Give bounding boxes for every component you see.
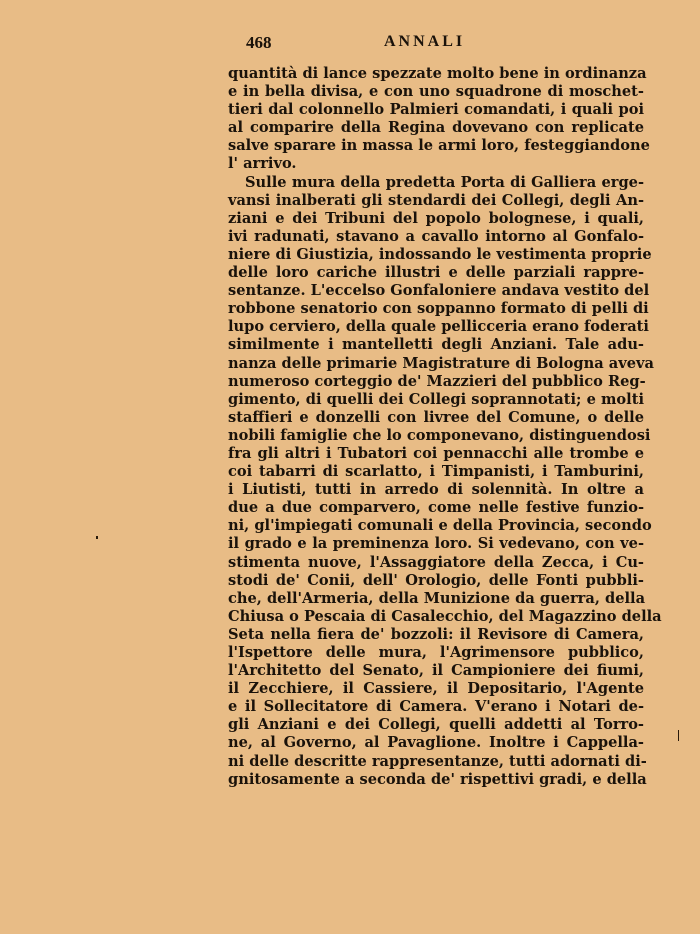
text-line: il Zecchiere, il Cassiere, il Depositario, l'Agente (228, 680, 644, 698)
body-text (228, 65, 662, 789)
text-line: nanza delle primarie Magistrature di Bologna aveva (228, 354, 654, 372)
text-line: robbone senatorio con soppanno formato di pelli di (228, 300, 649, 318)
text-line: due a due comparvero, come nelle festive funzio- (228, 499, 644, 517)
text-line: delle loro cariche illustri e delle parziali rappre- (228, 264, 644, 282)
page-header (228, 33, 640, 57)
text-line: gimento, di quelli dei Collegi soprannotati; e molti (228, 390, 644, 408)
margin-mark (96, 536, 98, 539)
text-line: ni, gl'impiegati comunali e della Provincia, secondo (228, 517, 652, 535)
text-line: coi tabarri di scarlatto, i Timpanisti, i Tamburini, (228, 463, 644, 481)
text-line: i Liutisti, tutti in arredo di solennità. In oltre a (228, 481, 644, 499)
text-line: gli Anziani e dei Collegi, quelli addetti al Torro- (228, 716, 644, 734)
text-line: ne, al Governo, al Pavaglione. Inoltre i Cappella- (228, 734, 644, 752)
text-line: Seta nella fiera de' bozzoli: il Revisore di Camera, (228, 625, 644, 643)
text-line: salve sparare in massa le armi loro, festeggiandone (228, 137, 650, 155)
text-line: gnitosamente a seconda de' rispettivi gradi, e della (228, 770, 647, 788)
text-line: stodi de' Conii, dell' Orologio, delle Fonti pubbli- (228, 571, 644, 589)
text-line: numeroso corteggio de' Mazzieri del pubblico Reg- (228, 372, 646, 390)
text-line: quantità di lance spezzate molto bene in ordinanza (228, 65, 647, 82)
running-title: ANNALI (384, 33, 466, 50)
text-line: l'Ispettore delle mura, l'Agrimensore pubblico, (228, 644, 644, 661)
text-line: sentanze. L'eccelso Gonfaloniere andava vestito del (228, 282, 650, 300)
text-line: niere di Giustizia, indossando le vestimenta proprie (228, 245, 652, 263)
text-line: che, dell'Armeria, della Munizione da guerra, della (228, 589, 646, 607)
text-line: staffieri e donzelli con livree del Comune, o delle (228, 408, 644, 426)
text-line: ivi radunati, stavano a cavallo intorno al Gonfalo- (228, 227, 644, 245)
page-number: 468 (246, 33, 272, 52)
text-line: e in bella divisa, e con uno squadrone di moschet- (228, 83, 644, 101)
text-line: ziani e dei Tribuni del popolo bolognese, i quali, (228, 209, 644, 227)
text-line: Sulle mura della predetta Porta di Galliera erge- (245, 173, 644, 191)
text-line: al comparire della Regina dovevano con replicate (228, 119, 644, 137)
text-line: fra gli altri i Tubatori coi pennacchi alle trombe e (228, 444, 644, 462)
text-line: stimenta nuove, l'Assaggiatore della Zecca, i Cu- (228, 553, 644, 571)
text-line: Chiusa o Pescaia di Casalecchio, del Magazzino della (228, 607, 662, 625)
text-line: lupo cerviero, della quale pellicceria erano foderati (228, 318, 649, 336)
text-line: l'Architetto del Senato, il Campioniere dei fiumi, (228, 662, 644, 680)
text-line: nobili famiglie che lo componevano, distinguendosi (228, 426, 651, 444)
text-line: tieri dal colonnello Palmieri comandati, i quali poi (228, 101, 644, 119)
text-line: vansi inalberati gli stendardi dei Collegi, degli An- (228, 191, 644, 209)
margin-mark (678, 730, 679, 741)
text-line: l' arrivo. (228, 155, 297, 173)
text-line: e il Sollecitatore di Camera. V'erano i Notari de- (228, 698, 644, 716)
text-line: ni delle descritte rappresentanze, tutti adornati di- (228, 752, 647, 770)
text-line: similmente i mantelletti degli Anziani. Tale adu- (228, 336, 644, 354)
text-line: il grado e la preminenza loro. Si vedevano, con ve- (228, 535, 644, 553)
